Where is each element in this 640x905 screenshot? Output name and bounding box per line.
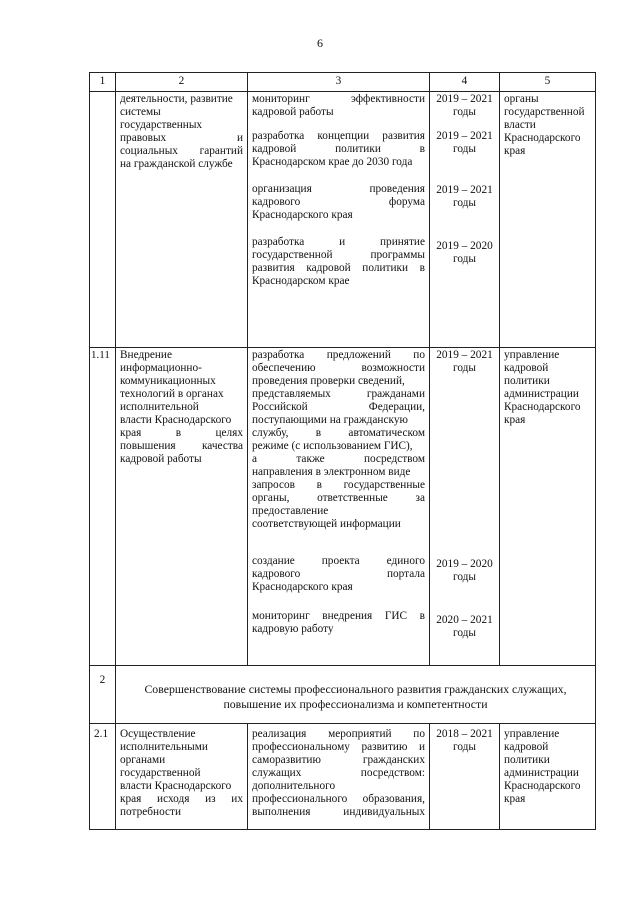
- executor-line: Краснодарского: [504, 780, 581, 792]
- task-line: повышения качества: [120, 440, 243, 452]
- task-line: социальных гарантий: [120, 145, 243, 157]
- header-col-2: 2: [116, 73, 248, 92]
- measure-line: мониторинг эффективности: [252, 93, 425, 105]
- measure-line: органы, ответственные за: [252, 492, 425, 504]
- header-col-4: 4: [430, 73, 500, 92]
- task-line: власти Краснодарского: [120, 414, 232, 426]
- measure-line: Краснодарском крае до 2030 года: [252, 156, 413, 168]
- term-item: [434, 93, 495, 130]
- term-years: 2019 – 2021: [436, 184, 493, 196]
- measure-line: кадровой работы: [252, 106, 334, 118]
- term-item: [434, 240, 495, 266]
- task-line: правовых и: [120, 132, 243, 144]
- task-line: государственных: [120, 119, 203, 131]
- term-item: [434, 614, 495, 640]
- task-line: на гражданской службе: [120, 158, 233, 170]
- measure-line: проведения проверки сведений,: [252, 375, 405, 387]
- header-col-5: 5: [500, 73, 596, 92]
- measure-line: государственной программы: [252, 249, 425, 261]
- term-cell: [430, 724, 500, 830]
- task-cell: [116, 92, 248, 348]
- executor-line: администрации: [504, 767, 579, 779]
- row-number-cell: 2.1: [90, 724, 116, 830]
- measure-item: [252, 236, 425, 288]
- executor-line: края: [504, 145, 526, 157]
- section-number-cell: 2: [90, 666, 116, 724]
- measure-line: кадрового портала: [252, 568, 425, 580]
- executor-line: края: [504, 793, 526, 805]
- executor-line: органы: [504, 93, 539, 105]
- term-years: 2020 – 2021: [436, 614, 493, 626]
- table-row-continuation: [90, 92, 596, 348]
- term-unit: годы: [452, 362, 476, 374]
- executor-line: политики: [504, 375, 550, 387]
- term-unit: годы: [452, 741, 476, 753]
- executor-cell: [500, 92, 596, 348]
- measure-line: создание проекта единого: [252, 555, 425, 567]
- measure-line: разработка концепции развития: [252, 130, 425, 142]
- term-unit: годы: [452, 143, 476, 155]
- term-unit: годы: [452, 627, 476, 639]
- measure-item: [252, 610, 425, 636]
- task-line: Осуществление: [120, 728, 196, 740]
- executor-line: управление: [504, 728, 560, 740]
- term-unit: годы: [452, 571, 476, 583]
- measure-line: а также посредством: [252, 453, 425, 465]
- executor-line: управление: [504, 349, 560, 361]
- measures-cell: [248, 724, 430, 830]
- task-line: деятельности, развитие: [120, 93, 233, 105]
- term-years: 2019 – 2021: [436, 93, 493, 105]
- task-line: органами: [120, 754, 166, 766]
- term-years: 2018 – 2021: [436, 728, 493, 740]
- section-title-line: Совершенствование системы профессионального развития гражданских служащих,: [144, 682, 567, 696]
- section-title-cell: [116, 666, 596, 724]
- row-number-cell: 1.11: [90, 348, 116, 666]
- measure-line: Краснодарского края: [252, 209, 353, 221]
- measure-line: Краснодарского края: [252, 581, 353, 593]
- measure-line: реализация мероприятий по: [252, 728, 425, 740]
- measure-line: профессионального образования,: [252, 793, 425, 805]
- measure-line: развития кадровой политики в: [252, 262, 425, 274]
- task-line: исполнительными: [120, 741, 208, 753]
- term-unit: годы: [452, 253, 476, 265]
- term-item: [434, 130, 495, 184]
- measure-line: направления в электронном виде: [252, 466, 411, 478]
- task-line: кадровой работы: [120, 453, 202, 465]
- measure-line: дополнительного: [252, 780, 336, 792]
- executor-line: власти: [504, 119, 536, 131]
- term-years: 2019 – 2021: [436, 130, 493, 142]
- measure-item: [252, 349, 425, 531]
- task-line: системы: [120, 106, 161, 118]
- measure-item: [252, 130, 425, 169]
- table-row-1-11: [90, 348, 596, 666]
- task-cell: [116, 724, 248, 830]
- executor-line: Краснодарского: [504, 132, 581, 144]
- measure-line: запросов в государственные: [252, 479, 425, 491]
- term-cell: [430, 348, 500, 666]
- executor-line: кадровой: [504, 362, 549, 374]
- task-line: исполнительной: [120, 401, 199, 413]
- term-item: [434, 349, 495, 558]
- executor-line: государственной: [504, 106, 585, 118]
- executor-line: администрации: [504, 388, 579, 400]
- term-cell: [430, 92, 500, 348]
- measure-line: кадрового форума: [252, 196, 425, 208]
- measure-line: соответствующей информации: [252, 518, 401, 530]
- term-item: [434, 558, 495, 614]
- measure-item: [252, 555, 425, 594]
- measure-line: поступающими на гражданскую: [252, 414, 408, 426]
- term-item: [434, 184, 495, 240]
- executor-line: кадровой: [504, 741, 549, 753]
- measure-line: представляемых гражданами: [252, 388, 425, 400]
- measure-line: служащих посредством:: [252, 767, 425, 779]
- term-years: 2019 – 2020: [436, 558, 493, 570]
- task-line: информационно-: [120, 362, 202, 374]
- term-years: 2019 – 2021: [436, 349, 493, 361]
- measure-line: саморазвитию гражданских: [252, 754, 425, 766]
- executor-line: политики: [504, 754, 550, 766]
- measure-line: разработка предложений по: [252, 349, 425, 361]
- measure-line: разработка и принятие: [252, 236, 425, 248]
- executor-line: края: [504, 414, 526, 426]
- measure-line: режиме (с использованием ГИС),: [252, 440, 413, 452]
- measure-line: Краснодарском крае: [252, 275, 350, 287]
- measure-line: профессиональному развитию и: [252, 741, 425, 753]
- row-number-cell: [90, 92, 116, 348]
- measure-line: Российской Федерации,: [252, 401, 425, 413]
- task-line: власти Краснодарского: [120, 780, 232, 792]
- measure-line: выполнения индивидуальных: [252, 806, 425, 818]
- term-years: 2019 – 2020: [436, 240, 493, 252]
- term-unit: годы: [452, 197, 476, 209]
- task-line: технологий в органах: [120, 388, 224, 400]
- term-unit: годы: [452, 106, 476, 118]
- task-line: края исходя из их: [120, 793, 243, 805]
- task-line: коммуникационных: [120, 375, 216, 387]
- measure-line: кадровую работу: [252, 623, 334, 635]
- table-row-2-1: [90, 724, 596, 830]
- header-col-1: 1: [90, 73, 116, 92]
- plan-table: [89, 72, 596, 830]
- table-section-row: [90, 666, 596, 724]
- page-number: 6: [317, 36, 323, 50]
- task-cell: [116, 348, 248, 666]
- executor-line: Краснодарского: [504, 401, 581, 413]
- executor-cell: [500, 348, 596, 666]
- measure-line: обеспечению возможности: [252, 362, 425, 374]
- table-header-row: [90, 73, 596, 92]
- task-line: государственной: [120, 767, 201, 779]
- measure-line: кадровой политики в: [252, 143, 425, 155]
- header-col-3: 3: [248, 73, 430, 92]
- measure-line: организация проведения: [252, 183, 425, 195]
- measures-cell: [248, 348, 430, 666]
- measure-item: [252, 183, 425, 222]
- measures-cell: [248, 92, 430, 348]
- task-line: Внедрение: [120, 349, 172, 361]
- measure-line: службу, в автоматическом: [252, 427, 425, 439]
- measure-item: [252, 93, 425, 119]
- section-title-line: повышение их профессионализма и компетентности: [223, 697, 488, 711]
- measure-line: предоставление: [252, 505, 329, 517]
- task-line: потребности: [120, 806, 182, 818]
- executor-cell: [500, 724, 596, 830]
- task-line: края в целях: [120, 427, 243, 439]
- measure-line: мониторинг внедрения ГИС в: [252, 610, 425, 622]
